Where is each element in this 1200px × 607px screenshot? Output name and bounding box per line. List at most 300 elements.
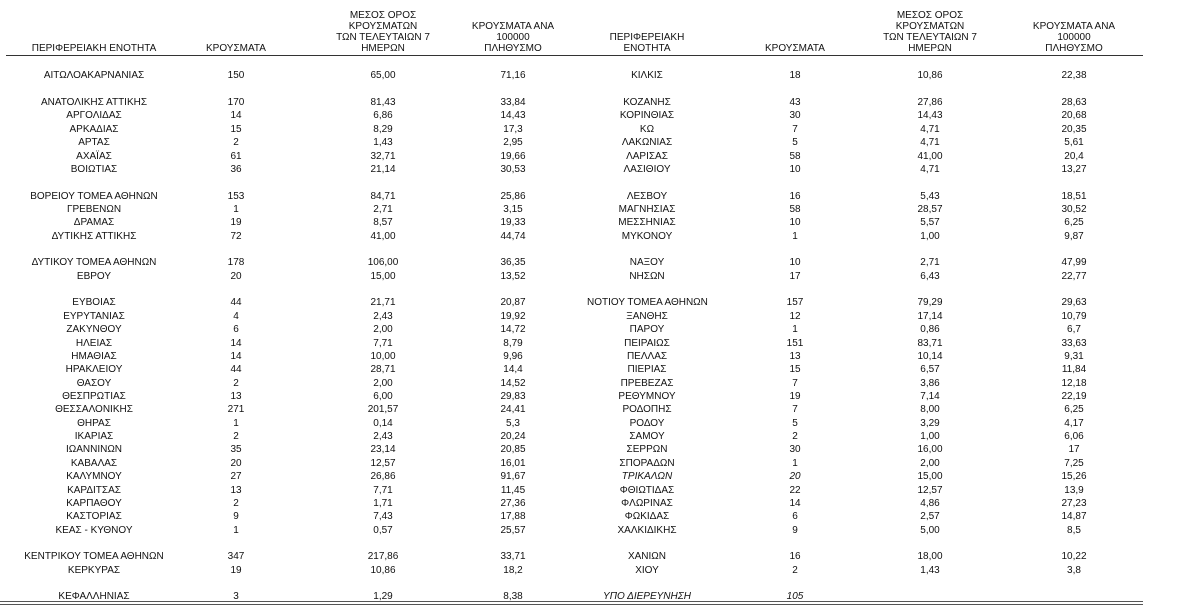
table-row <box>6 296 590 309</box>
cell-region: ΘΑΣΟΥ <box>76 377 112 389</box>
table-row <box>587 96 1143 109</box>
cell-region: ΡΟΔΟΥ <box>629 417 665 429</box>
table-row <box>587 443 1143 456</box>
right-table-body <box>587 56 1143 604</box>
cell-cases: 72 <box>230 230 242 242</box>
cell-cases: 19 <box>230 217 242 229</box>
cell-7day-average: 79,29 <box>917 297 943 309</box>
bottom-rule <box>0 604 1143 605</box>
cell-cases-per-100k: 5,3 <box>506 417 520 429</box>
table-row <box>6 323 590 336</box>
cell-cases-per-100k: 6,06 <box>1064 431 1084 443</box>
cell-cases: 7 <box>792 404 798 416</box>
cell-cases: 30 <box>789 110 801 122</box>
cell-7day-average: 41,00 <box>370 230 396 242</box>
cell-cases: 1 <box>792 324 798 336</box>
cell-cases-per-100k: 8,38 <box>503 591 523 603</box>
bottom-rule <box>0 601 1143 602</box>
cell-7day-average: 4,71 <box>920 137 940 149</box>
cell-7day-average: 0,14 <box>373 417 393 429</box>
cell-7day-average: 17,14 <box>917 310 943 322</box>
cell-7day-average: 10,14 <box>917 350 943 362</box>
cell-7day-average: 14,43 <box>917 110 943 122</box>
cell-cases-per-100k: 9,31 <box>1064 350 1084 362</box>
cell-region: ΤΡΙΚΑΛΩΝ <box>621 471 673 483</box>
cell-cases: 2 <box>792 564 798 576</box>
table-row <box>587 323 1143 336</box>
row-spacer <box>587 56 1143 69</box>
cell-cases-per-100k: 33,71 <box>500 551 526 563</box>
cell-cases: 2 <box>233 377 239 389</box>
cell-cases: 9 <box>233 511 239 523</box>
row-spacer <box>587 537 1143 550</box>
cell-7day-average: 18,00 <box>917 551 943 563</box>
cell-7day-average: 8,00 <box>920 404 940 416</box>
cell-cases-per-100k: 44,74 <box>500 230 526 242</box>
cell-cases-per-100k: 14,52 <box>500 377 526 389</box>
table-row <box>6 270 590 283</box>
table-row <box>587 403 1143 416</box>
cell-region: ΚΟΡΙΝΘΙΑΣ <box>619 110 675 122</box>
table-row <box>587 123 1143 136</box>
cell-7day-average: 7,14 <box>920 390 940 402</box>
cell-region: ΙΩΑΝΝΙΝΩΝ <box>65 444 123 456</box>
table-row <box>587 363 1143 376</box>
cell-region: ΡΕΘΥΜΝΟΥ <box>618 390 676 402</box>
cell-cases-per-100k: 4,17 <box>1064 417 1084 429</box>
cell-region: ΔΥΤΙΚΗΣ ΑΤΤΙΚΗΣ <box>51 230 137 242</box>
cell-cases-per-100k: 18,51 <box>1061 190 1087 202</box>
cell-region: ΚΑΡΠΑΘΟΥ <box>66 497 122 509</box>
cell-cases: 151 <box>786 337 804 349</box>
cell-region: ΚΩ <box>639 123 655 135</box>
cell-cases-per-100k: 25,86 <box>500 190 526 202</box>
cell-region: ΕΥΒΟΙΑΣ <box>72 297 116 309</box>
cell-cases-per-100k: 13,9 <box>1064 484 1084 496</box>
cell-7day-average: 4,71 <box>920 163 940 175</box>
cell-cases-per-100k: 22,38 <box>1061 70 1087 82</box>
cell-cases: 15 <box>789 364 801 376</box>
cell-cases: 2 <box>792 431 798 443</box>
cell-cases-per-100k: 20,35 <box>1061 123 1087 135</box>
cell-cases-per-100k: 12,18 <box>1061 377 1087 389</box>
cell-region: ΚΕΝΤΡΙΚΟΥ ΤΟΜΕΑ ΑΘΗΝΩΝ <box>24 551 164 563</box>
cell-cases-per-100k: 28,63 <box>1061 97 1087 109</box>
cell-7day-average: 2,00 <box>373 324 393 336</box>
cell-cases: 9 <box>792 524 798 536</box>
cell-region: ΠΙΕΡΙΑΣ <box>627 364 667 376</box>
row-spacer <box>6 83 590 96</box>
table-row <box>587 524 1143 537</box>
cell-cases-per-100k: 7,25 <box>1064 457 1084 469</box>
cell-cases: 35 <box>230 444 242 456</box>
cell-region: ΛΑΚΩΝΙΑΣ <box>621 137 673 149</box>
cell-region: ΕΒΡΟΥ <box>76 270 112 282</box>
cell-7day-average: 21,71 <box>370 297 396 309</box>
cell-region: ΜΑΓΝΗΣΙΑΣ <box>618 203 676 215</box>
cell-cases: 271 <box>227 404 245 416</box>
cell-cases-per-100k: 11,45 <box>500 484 526 496</box>
cell-cases-per-100k: 33,63 <box>1061 337 1087 349</box>
cell-7day-average: 83,71 <box>917 337 943 349</box>
cell-cases-per-100k: 3,8 <box>1067 564 1081 576</box>
row-spacer <box>587 176 1143 189</box>
cell-cases-per-100k: 16,01 <box>500 457 526 469</box>
cell-region: ΦΘΙΩΤΙΔΑΣ <box>619 484 675 496</box>
header-cases-per-100k: ΚΡΟΥΣΜΑΤΑ ΑΝΑ 100000 ΠΛΗΘΥΣΜΟ <box>1032 21 1116 54</box>
cell-region: ΚΑΡΔΙΤΣΑΣ <box>67 484 121 496</box>
cell-cases: 13 <box>789 350 801 362</box>
cell-region: ΘΕΣΠΡΩΤΙΑΣ <box>62 390 126 402</box>
table-row <box>587 564 1143 577</box>
cell-7day-average: 65,00 <box>370 70 396 82</box>
cell-cases-per-100k: 19,66 <box>500 150 526 162</box>
cell-7day-average: 84,71 <box>370 190 396 202</box>
cell-7day-average: 6,57 <box>920 364 940 376</box>
cell-cases: 105 <box>786 591 804 603</box>
cell-cases: 1 <box>792 230 798 242</box>
table-row <box>6 430 590 443</box>
cell-region: ΘΕΣΣΑΛΟΝΙΚΗΣ <box>55 404 133 416</box>
table-row <box>587 256 1143 269</box>
cell-cases-per-100k: 17,3 <box>503 123 523 135</box>
table-row <box>6 457 590 470</box>
table-row <box>6 377 590 390</box>
cell-cases: 14 <box>230 337 242 349</box>
cell-cases-per-100k: 20,87 <box>500 297 526 309</box>
cell-7day-average: 12,57 <box>917 484 943 496</box>
table-row <box>6 216 590 229</box>
right-table-header <box>587 0 1143 56</box>
cell-7day-average: 2,71 <box>373 203 393 215</box>
header-7day-average: ΜΕΣΟΣ ΟΡΟΣ ΚΡΟΥΣΜΑΤΩΝ ΤΩΝ ΤΕΛΕΥΤΑΙΩΝ 7 ΗΜΕΡΩΝ <box>883 10 977 54</box>
cell-region: ΒΟΙΩΤΙΑΣ <box>70 163 118 175</box>
cell-cases: 7 <box>792 377 798 389</box>
cell-cases: 44 <box>230 297 242 309</box>
cell-cases: 347 <box>227 551 245 563</box>
table-row <box>587 203 1143 216</box>
cell-7day-average: 5,57 <box>920 217 940 229</box>
cell-cases: 157 <box>786 297 804 309</box>
cell-cases-per-100k: 10,79 <box>1061 310 1087 322</box>
cell-region: ΙΚΑΡΙΑΣ <box>74 431 114 443</box>
cell-cases: 170 <box>227 97 245 109</box>
cell-7day-average: 10,86 <box>917 70 943 82</box>
cell-7day-average: 106,00 <box>367 257 399 269</box>
table-row <box>6 310 590 323</box>
cell-cases-per-100k: 14,72 <box>500 324 526 336</box>
cell-cases-per-100k: 8,79 <box>503 337 523 349</box>
cell-cases-per-100k: 20,68 <box>1061 110 1087 122</box>
table-row <box>587 270 1143 283</box>
cell-region: ΚΕΦΑΛΛΗΝΙΑΣ <box>58 591 130 603</box>
cell-7day-average: 7,43 <box>373 511 393 523</box>
header-cases-per-100k: ΚΡΟΥΣΜΑΤΑ ΑΝΑ 100000 ΠΛΗΘΥΣΜΟ <box>471 21 555 54</box>
header-region: ΠΕΡΙΦΕΡΕΙΑΚΗ ΕΝΟΤΗΤΑ <box>609 32 685 54</box>
table-row <box>587 190 1143 203</box>
right-table <box>587 0 1143 604</box>
table-row <box>6 256 590 269</box>
cell-cases-per-100k: 5,61 <box>1064 137 1084 149</box>
table-row <box>587 150 1143 163</box>
table-row <box>587 430 1143 443</box>
table-row <box>587 510 1143 523</box>
cell-region: ΕΥΡΥΤΑΝΙΑΣ <box>63 310 125 322</box>
cell-7day-average: 0,57 <box>373 524 393 536</box>
cell-region: ΣΕΡΡΩΝ <box>626 444 668 456</box>
cell-cases-per-100k: 33,84 <box>500 97 526 109</box>
cell-cases-per-100k: 15,26 <box>1061 471 1087 483</box>
cell-7day-average: 8,57 <box>373 217 393 229</box>
cell-cases: 20 <box>789 471 801 483</box>
cell-region: ΞΑΝΘΗΣ <box>626 310 668 322</box>
cell-region: ΦΩΚΙΔΑΣ <box>624 511 670 523</box>
cell-cases: 2 <box>233 137 239 149</box>
table-row <box>587 163 1143 176</box>
cell-region: ΑΙΤΩΛΟΑΚΑΡΝΑΝΙΑΣ <box>43 70 145 82</box>
cell-cases: 30 <box>789 444 801 456</box>
cell-region: ΑΝΑΤΟΛΙΚΗΣ ΑΤΤΙΚΗΣ <box>40 97 148 109</box>
cell-cases: 20 <box>230 457 242 469</box>
cell-region: ΚΕΡΚΥΡΑΣ <box>67 564 121 576</box>
cell-cases: 1 <box>233 417 239 429</box>
cell-region: ΡΟΔΟΠΗΣ <box>622 404 672 416</box>
cell-region: ΖΑΚΥΝΘΟΥ <box>66 324 122 336</box>
cell-cases-per-100k: 2,95 <box>503 137 523 149</box>
cell-region: ΛΑΡΙΣΑΣ <box>626 150 668 162</box>
cell-7day-average: 16,00 <box>917 444 943 456</box>
left-table <box>6 0 590 604</box>
table-row <box>6 470 590 483</box>
table-row <box>587 230 1143 243</box>
cell-cases: 13 <box>230 484 242 496</box>
cell-cases-per-100k: 36,35 <box>500 257 526 269</box>
cell-cases-per-100k: 14,87 <box>1061 511 1087 523</box>
cell-7day-average: 1,43 <box>920 564 940 576</box>
cell-region: ΔΥΤΙΚΟΥ ΤΟΜΕΑ ΑΘΗΝΩΝ <box>31 257 157 269</box>
table-row <box>587 457 1143 470</box>
cell-7day-average: 2,43 <box>373 431 393 443</box>
cell-region: ΚΑΣΤΟΡΙΑΣ <box>66 511 122 523</box>
table-row <box>6 550 590 563</box>
cell-cases-per-100k: 17 <box>1068 444 1080 456</box>
table-row <box>587 310 1143 323</box>
table-row <box>6 69 590 82</box>
cell-7day-average: 6,43 <box>920 270 940 282</box>
cell-region: ΠΕΙΡΑΙΩΣ <box>624 337 670 349</box>
table-row <box>6 123 590 136</box>
table-row <box>587 109 1143 122</box>
cell-cases: 61 <box>230 150 242 162</box>
cell-region: ΑΡΓΟΛΙΔΑΣ <box>66 110 122 122</box>
table-row <box>6 443 590 456</box>
cell-7day-average: 2,71 <box>920 257 940 269</box>
cell-region: ΑΡΚΑΔΙΑΣ <box>69 123 119 135</box>
table-row <box>587 136 1143 149</box>
cell-cases-per-100k: 27,23 <box>1061 497 1087 509</box>
table-row <box>587 390 1143 403</box>
cell-cases: 16 <box>789 190 801 202</box>
cell-region: ΗΡΑΚΛΕΙΟΥ <box>65 364 123 376</box>
cell-cases-per-100k: 3,15 <box>503 203 523 215</box>
cell-7day-average: 81,43 <box>370 97 396 109</box>
table-row <box>587 417 1143 430</box>
cell-cases: 36 <box>230 163 242 175</box>
cell-7day-average: 217,86 <box>367 551 399 563</box>
table-row <box>6 484 590 497</box>
cell-region: ΚΕΑΣ - ΚΥΘΝΟΥ <box>55 524 133 536</box>
cell-7day-average: 6,00 <box>373 390 393 402</box>
cell-cases: 1 <box>792 457 798 469</box>
cell-cases-per-100k: 47,99 <box>1061 257 1087 269</box>
cell-cases: 2 <box>233 497 239 509</box>
cell-cases-per-100k: 9,87 <box>1064 230 1084 242</box>
cell-region: ΠΡΕΒΕΖΑΣ <box>620 377 674 389</box>
cell-cases: 10 <box>789 217 801 229</box>
cell-cases-per-100k: 20,4 <box>1064 150 1084 162</box>
cell-cases-per-100k: 9,96 <box>503 350 523 362</box>
cell-region: ΓΡΕΒΕΝΩΝ <box>66 203 122 215</box>
cell-cases: 10 <box>789 257 801 269</box>
cell-cases: 5 <box>792 137 798 149</box>
table-row <box>6 403 590 416</box>
table-row <box>6 203 590 216</box>
cell-cases-per-100k: 30,53 <box>500 163 526 175</box>
table-row <box>587 497 1143 510</box>
cell-7day-average: 7,71 <box>373 337 393 349</box>
cell-region: ΒΟΡΕΙΟΥ ΤΟΜΕΑ ΑΘΗΝΩΝ <box>30 190 158 202</box>
cell-cases-per-100k: 22,77 <box>1061 270 1087 282</box>
cell-7day-average: 1,71 <box>373 497 393 509</box>
cell-7day-average: 12,57 <box>370 457 396 469</box>
cell-cases-per-100k: 27,36 <box>500 497 526 509</box>
cell-region: ΜΥΚΟΝΟΥ <box>621 230 673 242</box>
cell-cases: 178 <box>227 257 245 269</box>
cell-7day-average: 15,00 <box>917 471 943 483</box>
cell-7day-average: 41,00 <box>917 150 943 162</box>
cell-7day-average: 1,00 <box>920 431 940 443</box>
cell-cases-per-100k: 17,88 <box>500 511 526 523</box>
cell-region: ΑΡΤΑΣ <box>78 137 110 149</box>
table-row <box>587 484 1143 497</box>
cell-7day-average: 3,86 <box>920 377 940 389</box>
cell-cases: 58 <box>789 150 801 162</box>
cell-7day-average: 4,71 <box>920 123 940 135</box>
table-row <box>6 350 590 363</box>
cell-cases: 4 <box>233 310 239 322</box>
cell-cases: 22 <box>789 484 801 496</box>
cell-cases: 15 <box>230 123 242 135</box>
cell-7day-average: 2,57 <box>920 511 940 523</box>
cell-cases-per-100k: 19,92 <box>500 310 526 322</box>
cell-cases-per-100k: 10,22 <box>1061 551 1087 563</box>
cell-7day-average: 27,86 <box>917 97 943 109</box>
row-spacer <box>587 283 1143 296</box>
cell-cases-per-100k: 6,25 <box>1064 217 1084 229</box>
cell-cases-per-100k: 30,52 <box>1061 203 1087 215</box>
cell-7day-average: 2,00 <box>373 377 393 389</box>
cell-cases-per-100k: 91,67 <box>500 471 526 483</box>
cell-7day-average: 0,86 <box>920 324 940 336</box>
cell-region: ΣΑΜΟΥ <box>629 431 665 443</box>
table-row <box>587 377 1143 390</box>
table-row <box>587 550 1143 563</box>
cell-cases: 43 <box>789 97 801 109</box>
cell-region: ΗΛΕΙΑΣ <box>75 337 113 349</box>
table-row <box>6 417 590 430</box>
table-row <box>587 216 1143 229</box>
table-row <box>6 96 590 109</box>
cell-cases: 1 <box>233 203 239 215</box>
cell-region: ΚΑΛΥΜΝΟΥ <box>66 471 122 483</box>
cell-region: ΧΑΛΚΙΔΙΚΗΣ <box>617 524 677 536</box>
cell-cases: 2 <box>233 431 239 443</box>
cell-cases: 14 <box>230 110 242 122</box>
table-row <box>587 337 1143 350</box>
cell-7day-average: 6,86 <box>373 110 393 122</box>
cell-cases: 5 <box>792 417 798 429</box>
cell-cases: 13 <box>230 390 242 402</box>
row-spacer <box>6 283 590 296</box>
cell-cases: 14 <box>789 497 801 509</box>
cell-7day-average: 2,43 <box>373 310 393 322</box>
cell-7day-average: 4,86 <box>920 497 940 509</box>
cell-7day-average: 10,86 <box>370 564 396 576</box>
table-row <box>6 136 590 149</box>
cell-region: ΜΕΣΣΗΝΙΑΣ <box>618 217 676 229</box>
cell-cases-per-100k: 13,27 <box>1061 163 1087 175</box>
cell-region: ΑΧΑΪΑΣ <box>76 150 112 162</box>
table-row <box>6 150 590 163</box>
cell-cases-per-100k: 6,25 <box>1064 404 1084 416</box>
cell-region: ΝΑΞΟΥ <box>629 257 665 269</box>
header-region: ΠΕΡΙΦΕΡΕΙΑΚΗ ΕΝΟΤΗΤΑ <box>31 43 157 54</box>
cell-cases: 6 <box>233 324 239 336</box>
table-row <box>6 497 590 510</box>
cell-7day-average: 32,71 <box>370 150 396 162</box>
header-7day-average: ΜΕΣΟΣ ΟΡΟΣ ΚΡΟΥΣΜΑΤΩΝ ΤΩΝ ΤΕΛΕΥΤΑΙΩΝ 7 ΗΜΕΡΩΝ <box>336 10 430 54</box>
table-row <box>587 69 1143 82</box>
table-row <box>6 363 590 376</box>
cell-7day-average: 3,29 <box>920 417 940 429</box>
cell-cases-per-100k: 24,41 <box>500 404 526 416</box>
cell-region: ΠΕΛΛΑΣ <box>626 350 668 362</box>
cell-cases: 153 <box>227 190 245 202</box>
cell-7day-average: 1,00 <box>920 230 940 242</box>
cell-cases: 7 <box>792 123 798 135</box>
cell-cases: 18 <box>789 70 801 82</box>
cell-cases: 16 <box>789 551 801 563</box>
cell-cases-per-100k: 20,85 <box>500 444 526 456</box>
cell-cases: 3 <box>233 591 239 603</box>
table-row <box>6 524 590 537</box>
cell-region: ΚΑΒΑΛΑΣ <box>70 457 118 469</box>
cell-cases-per-100k: 8,5 <box>1067 524 1081 536</box>
cell-7day-average: 26,86 <box>370 471 396 483</box>
cell-7day-average: 23,14 <box>370 444 396 456</box>
cell-7day-average: 7,71 <box>373 484 393 496</box>
cell-7day-average: 21,14 <box>370 163 396 175</box>
cell-region: ΛΕΣΒΟΥ <box>626 190 668 202</box>
table-row <box>6 564 590 577</box>
cell-region: ΥΠΟ ΔΙΕΡΕΥΝΗΣΗ <box>603 591 691 603</box>
row-spacer <box>587 83 1143 96</box>
cell-region: ΘΗΡΑΣ <box>77 417 111 429</box>
cell-cases-per-100k: 11,84 <box>1061 364 1087 376</box>
cell-cases: 10 <box>789 163 801 175</box>
table-row <box>587 296 1143 309</box>
cell-region: ΧΙΟΥ <box>635 564 659 576</box>
